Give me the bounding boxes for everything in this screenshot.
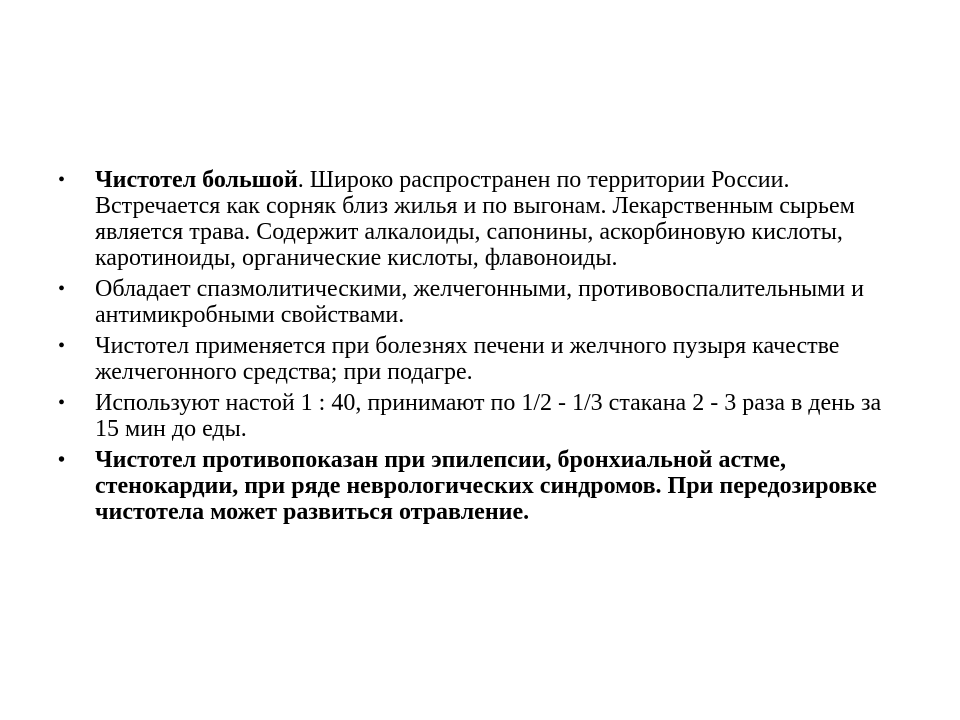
bullet-item-dosage — [58, 390, 898, 442]
bullet-text: . Широко распространен по территории России. Встречается как сорняк близ жилья и по выгонам. Лекарственным сырьем является трава. Содержит алкалоиды, сапонины, аскорбиновую кислоты, каротиноиды, органические кислоты, флавоноиды. — [95, 167, 855, 271]
bullet-icon: • — [58, 392, 66, 414]
bullet-icon: • — [58, 169, 66, 191]
bullet-lead-term: Чистотел большой — [95, 167, 298, 193]
bullet-item-contraindications — [58, 447, 898, 525]
bullet-item-properties — [58, 276, 898, 328]
bullet-text: Чистотел применяется при болезнях печени и желчного пузыря качестве желчегонного средства; при подагре. — [95, 333, 840, 385]
bullet-item-usage — [58, 333, 898, 385]
bullet-item-description — [58, 167, 898, 271]
bullet-text: Обладает спазмолитическими, желчегонными, противовоспалительными и антимикробными свойствами. — [95, 276, 864, 328]
bullet-list — [58, 167, 898, 530]
bullet-icon: • — [58, 449, 66, 471]
bullet-text: Чистотел противопоказан при эпилепсии, бронхиальной астме, стенокардии, при ряде неврологических синдромов. При передозировке чистотела может развиться отравление. — [95, 447, 877, 525]
bullet-icon: • — [58, 278, 66, 300]
bullet-text: Используют настой 1 : 40, принимают по 1/2 - 1/3 стакана 2 - 3 раза в день за 15 мин до еды. — [95, 390, 882, 442]
bullet-icon: • — [58, 335, 66, 357]
